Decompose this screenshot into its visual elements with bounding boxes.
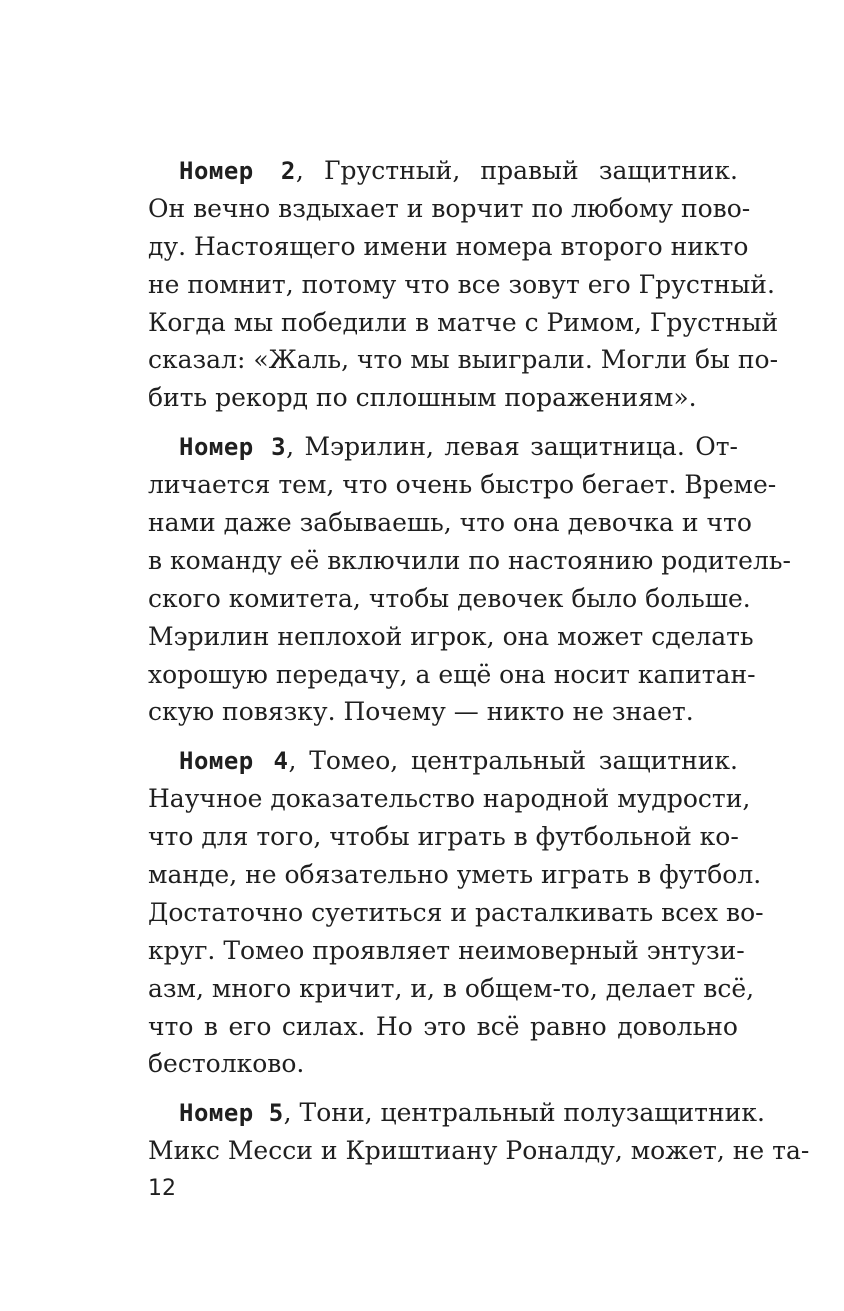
text-line: Микс Месси и Криштиану Роналду, может, не та- (148, 1136, 810, 1166)
player-number-heading: Номер 3 (179, 433, 287, 462)
text-line: Мэрилин неплохой игрок, она может сделать (148, 621, 754, 651)
text-line: личается тем, что очень быстро бегает. Време- (148, 470, 777, 500)
text-line: что для того, чтобы играть в футбольной ко- (148, 822, 739, 852)
player-number-heading: Номер 2 (179, 157, 296, 185)
text-line: азм, много кричит, и, в общем-то, делает всё, (148, 973, 755, 1003)
text-line: ду. Настоящего имени номера второго никто (148, 231, 749, 261)
paragraph-number-5 (148, 1094, 810, 1170)
text-line: не помнит, потому что все зовут его Грустный. (148, 269, 775, 299)
text-line: в команду её включили по настоянию родитель- (148, 545, 791, 575)
text-line: Он вечно вздыхает и ворчит по любому пово- (148, 193, 751, 223)
text-line: Номер 3, Мэрилин, левая защитница. От- (179, 432, 738, 462)
text-line: ского комитета, чтобы девочек было больше. (148, 583, 751, 613)
text-line: бить рекорд по сплошным поражениям». (148, 383, 697, 413)
text-line: что в его силах. Но это всё равно довольно (148, 1011, 738, 1041)
text-line: Когда мы победили в матче с Римом, Грустный (148, 307, 779, 337)
text-line: бестолково. (148, 1049, 305, 1079)
paragraph-number-2 (148, 152, 779, 417)
text-line: Номер 2, Грустный, правый защитник. (179, 156, 738, 185)
text-line: хорошую передачу, а ещё она носит капитан- (148, 659, 756, 689)
text-line: манде, не обязательно уметь играть в футбол. (148, 860, 762, 890)
player-number-heading: Номер 5 (179, 1099, 284, 1128)
text-line: Номер 5, Тони, центральный полузащитник. (179, 1098, 765, 1128)
paragraph-number-3 (148, 428, 791, 731)
page-body (148, 152, 810, 1181)
text-line: Научное доказательство народной мудрости, (148, 784, 751, 814)
text-line: Номер 4, Томео, центральный защитник. (179, 746, 738, 776)
text-line: нами даже забываешь, что она девочка и что (148, 508, 752, 538)
text-line: Достаточно суетиться и расталкивать всех во- (148, 897, 764, 927)
text-line: круг. Томео проявляет неимоверный энтузи- (148, 935, 745, 965)
page-number: 12 (148, 1176, 176, 1201)
player-number-heading: Номер 4 (179, 747, 289, 776)
paragraph-number-4 (148, 742, 764, 1083)
text-line: скую повязку. Почему — никто не знает. (148, 697, 694, 727)
text-line: сказал: «Жаль, что мы выиграли. Могли бы по- (148, 345, 779, 375)
